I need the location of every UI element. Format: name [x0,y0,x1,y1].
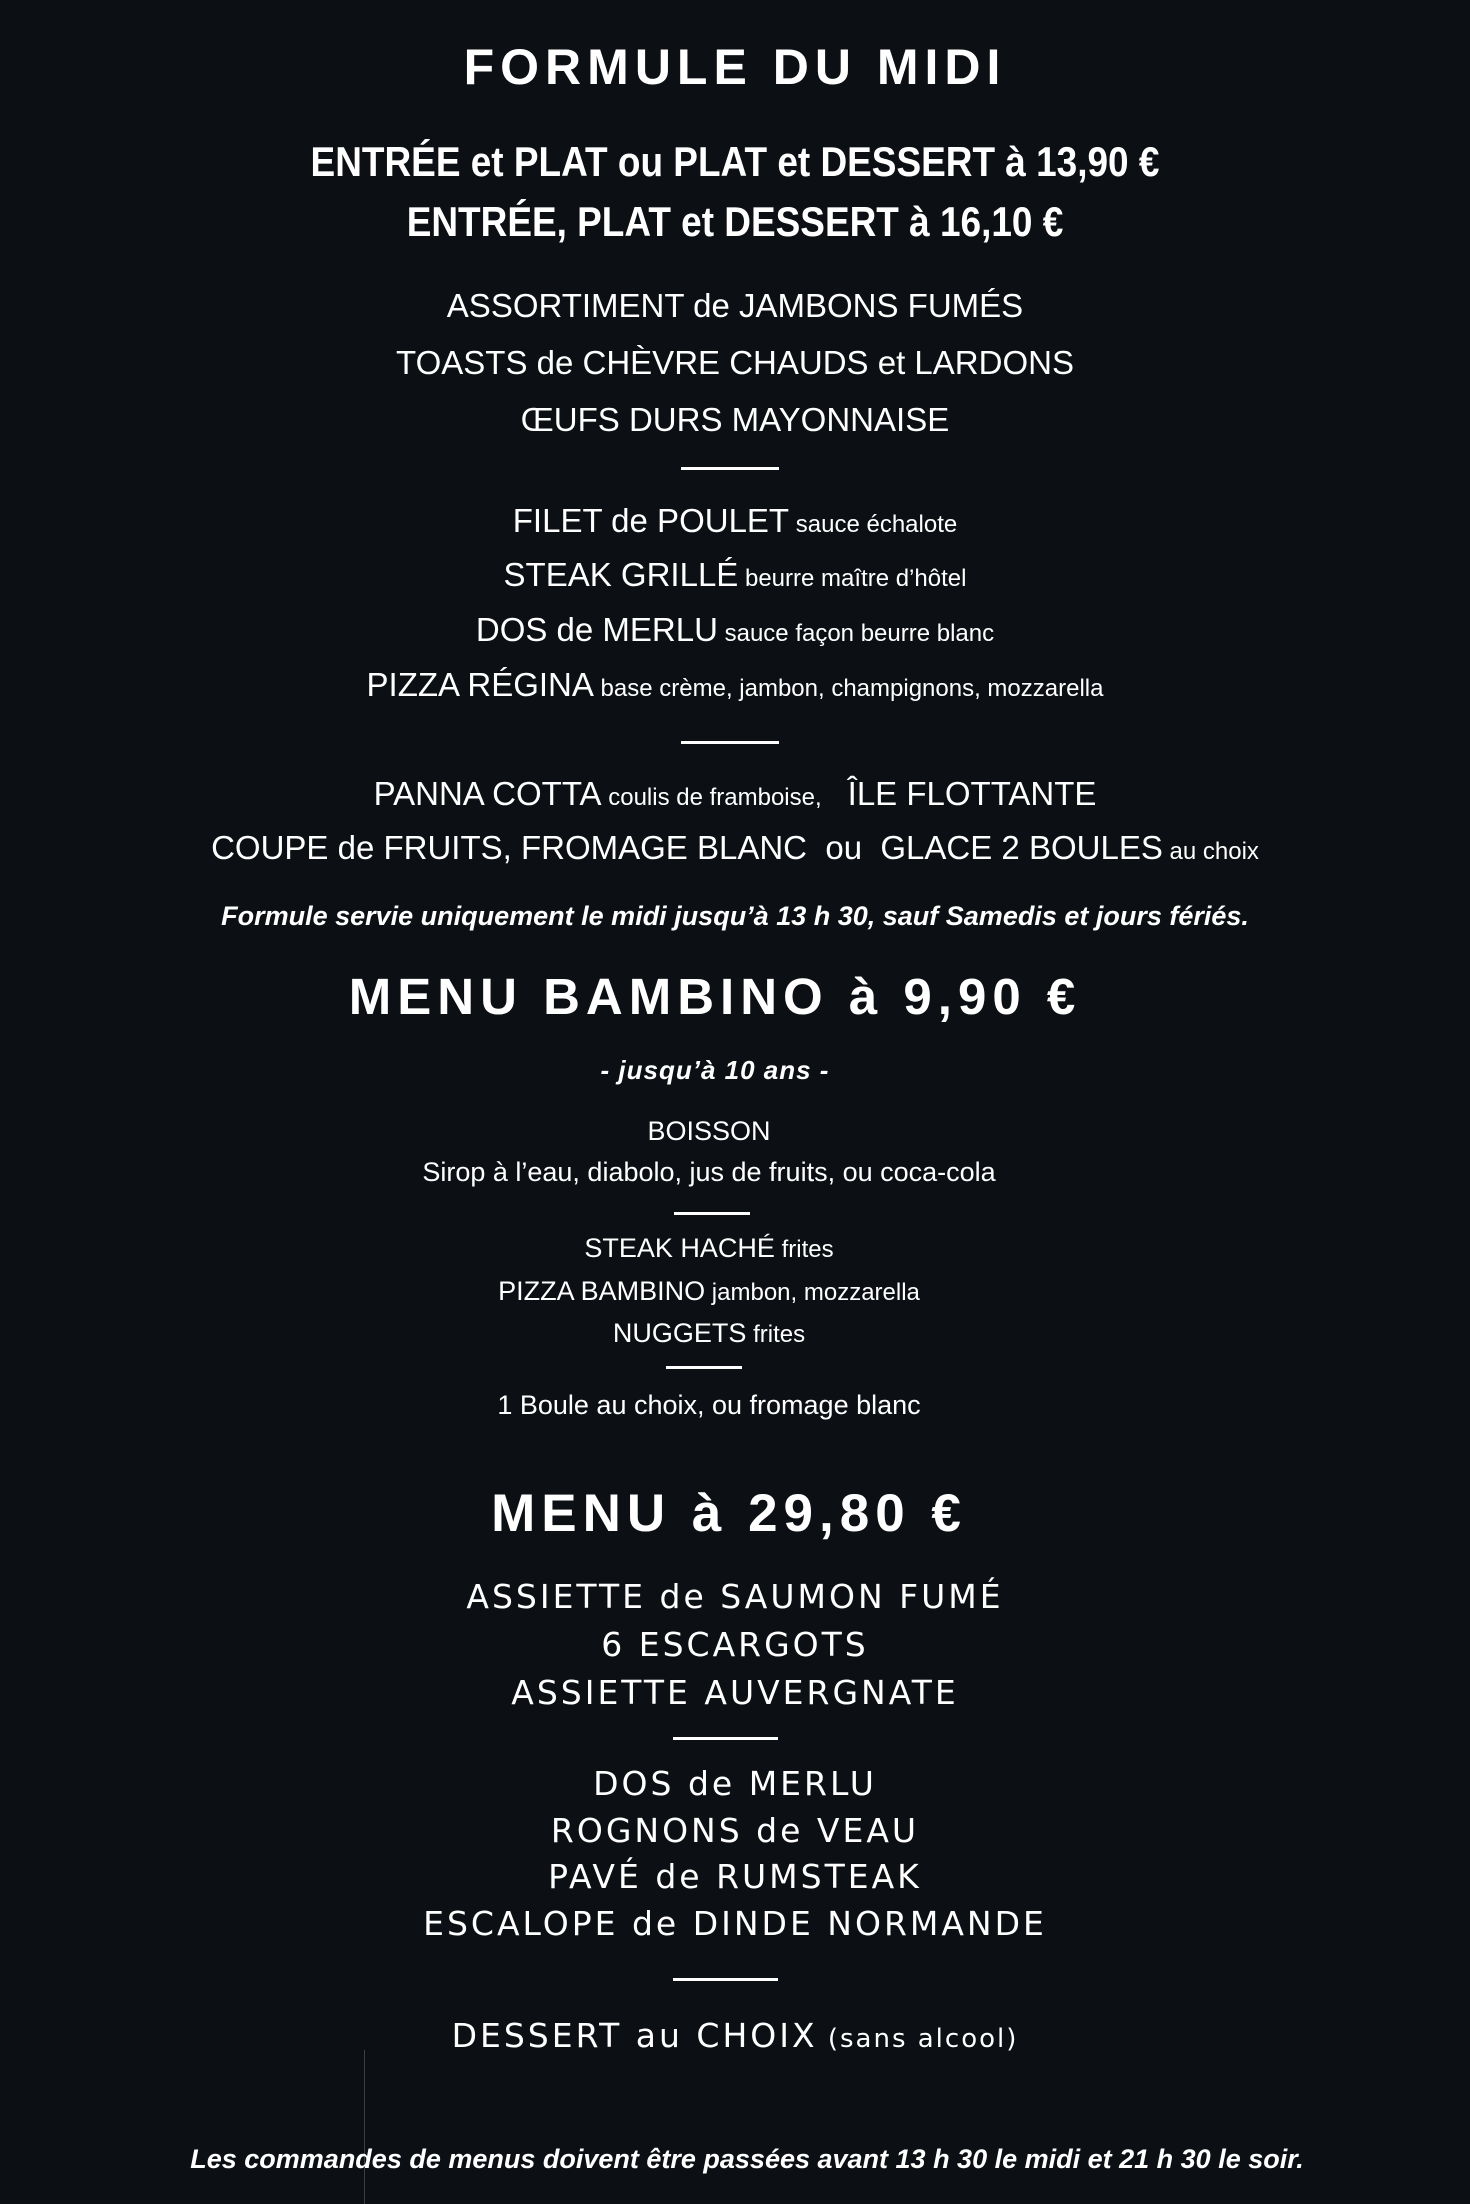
formule-entree-item: ŒUFS DURS MAYONNAISE [520,401,950,438]
formule-plat-item [0,556,1470,594]
plat-detail: base crème, jambon, champignons, mozzarella [593,675,1104,702]
bambino-title: MENU BAMBINO à 9,90 € [348,968,1082,1025]
plat-name: DOS de MERLU [475,611,718,648]
plat-detail: jambon, mozzarella [705,1279,920,1306]
footer-note: Les commandes de menus doivent être passées avant 13 h 30 le midi et 21 h 30 le soir. [190,2144,1304,2174]
menu2980-entree-item: ASSIETTE AUVERGNATE [511,1673,959,1712]
menu2980-plat-item: DOS de MERLU [593,1764,877,1803]
formule-price-line-1: ENTRÉE et PLAT ou PLAT et DESSERT à 13,90 € [310,138,1160,185]
formule-entree-item: ASSORTIMENT de JAMBONS FUMÉS [446,287,1024,324]
dessert-detail: coulis de framboise, [601,784,822,811]
formule-plat-item [0,611,1470,649]
bambino-dessert: 1 Boule au choix, ou fromage blanc [497,1390,921,1420]
bambino-plat-item [0,1233,1444,1264]
dessert-detail: au choix [1162,838,1259,865]
formule-dessert-line-1 [0,775,1470,813]
bambino-plat-item [0,1276,1444,1307]
menu2980-plat-item: ROGNONS de VEAU [550,1811,920,1850]
formule-note: Formule servie uniquement le midi jusqu’à 13 h 30, sauf Samedis et jours fériés. [221,901,1249,931]
menu2980-plat-item: PAVÉ de RUMSTEAK [548,1857,922,1896]
menu2980-entree-item: 6 ESCARGOTS [601,1625,869,1664]
bambino-drink-title: BOISSON [647,1116,771,1146]
plat-name: STEAK GRILLÉ [503,556,739,593]
section-divider [674,1212,750,1215]
formule-title: FORMULE DU MIDI [463,39,1007,95]
menu2980-entree-item: ASSIETTE de SAUMON FUMÉ [466,1577,1004,1616]
formule-plat-item [0,502,1470,540]
plat-name: PIZZA RÉGINA [366,666,594,703]
menu2980-plat-item: ESCALOPE de DINDE NORMANDE [423,1904,1047,1943]
formule-plat-item [0,666,1470,704]
plat-name: PIZZA BAMBINO [498,1276,706,1306]
section-divider [673,1978,778,1981]
section-divider [673,1737,778,1740]
plat-detail: frites [774,1236,834,1263]
section-divider [681,467,779,470]
menu2980-title: MENU à 29,80 € [491,1484,967,1543]
dessert-name: ÎLE FLOTTANTE [847,775,1097,812]
formule-entree-item: TOASTS de CHÈVRE CHAUDS et LARDONS [396,344,1074,381]
dessert-names: COUPE de FRUITS, FROMAGE BLANC ou GLACE 2 BOULES [211,829,1163,866]
section-divider [681,741,779,744]
dessert-name: DESSERT au CHOIX [451,2016,818,2055]
edge-line [364,2050,365,2204]
formule-price-line-2: ENTRÉE, PLAT et DESSERT à 16,10 € [406,198,1064,245]
menu2980-dessert [0,2016,1470,2055]
plat-detail: beurre maître d’hôtel [738,565,967,592]
plat-detail: sauce façon beurre blanc [717,620,995,647]
plat-name: STEAK HACHÉ [584,1233,775,1263]
bambino-subtitle: - jusqu’à 10 ans - [600,1055,830,1085]
bambino-drink-detail: Sirop à l’eau, diabolo, jus de fruits, ou coca-cola [422,1157,996,1187]
dessert-detail: (sans alcool) [817,2024,1019,2054]
plat-name: FILET de POULET [512,502,790,539]
plat-name: NUGGETS [612,1318,747,1348]
plat-detail: frites [746,1321,806,1348]
bambino-plat-item [0,1318,1444,1349]
dessert-name: PANNA COTTA [373,775,602,812]
plat-detail: sauce échalote [789,511,958,538]
section-divider [666,1366,742,1369]
formule-dessert-line-2 [0,829,1470,867]
